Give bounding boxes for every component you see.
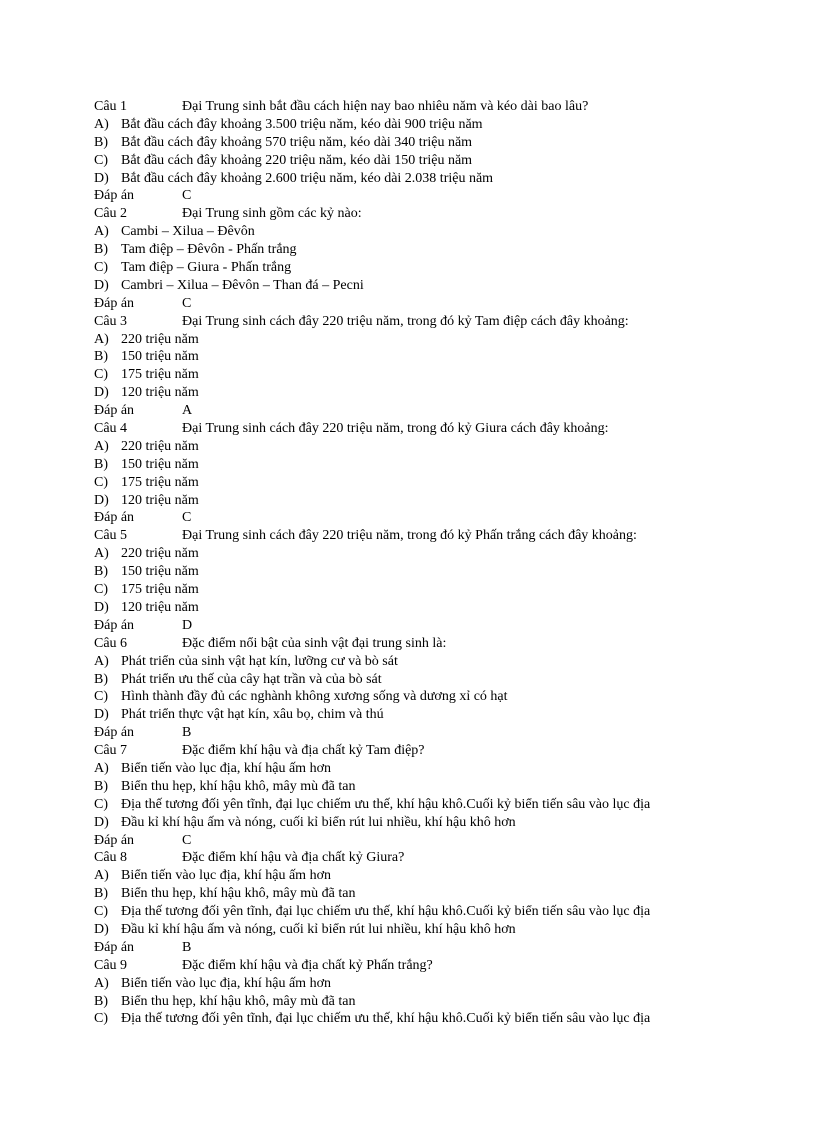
answer-value: B <box>182 939 192 955</box>
answer-label: Đáp án <box>94 295 135 311</box>
answer-line <box>94 617 794 635</box>
option-text: 220 triệu năm <box>121 546 199 562</box>
option-line <box>94 778 794 796</box>
option-letter: A) <box>94 331 109 347</box>
option-letter: A) <box>94 760 109 776</box>
question-text: Đại Trung sinh cách đây 220 triệu năm, trong đó kỷ Phấn trắng cách đây khoảng: <box>182 528 637 544</box>
option-letter: D) <box>94 492 109 508</box>
option-line <box>94 975 794 993</box>
question-number: Câu 6 <box>94 635 128 651</box>
option-line <box>94 653 794 671</box>
question-text: Đặc điểm nổi bật của sinh vật đại trung sinh là: <box>182 635 447 651</box>
option-text: 120 triệu năm <box>121 599 199 615</box>
answer-label: Đáp án <box>94 725 135 741</box>
question-number: Câu 4 <box>94 421 128 437</box>
question-text: Đặc điểm khí hậu và địa chất kỷ Tam điệp? <box>182 743 425 759</box>
question-block <box>94 957 794 1029</box>
option-letter: A) <box>94 546 109 562</box>
answer-value: C <box>182 832 192 848</box>
option-letter: C) <box>94 260 108 276</box>
option-line <box>94 241 794 259</box>
question-number: Câu 1 <box>94 99 128 114</box>
option-line <box>94 545 794 563</box>
option-letter: A) <box>94 653 109 669</box>
answer-line <box>94 939 794 957</box>
option-line <box>94 563 794 581</box>
option-text: Bắt đầu cách đây khoảng 2.600 triệu năm, kéo dài 2.038 triệu năm <box>121 170 494 186</box>
option-line <box>94 671 794 689</box>
question-number: Câu 5 <box>94 528 128 544</box>
option-text: 150 triệu năm <box>121 564 199 580</box>
option-text: Phát triển ưu thế của cây hạt trần và của bò sát <box>121 671 382 687</box>
answer-label: Đáp án <box>94 617 135 633</box>
option-letter: A) <box>94 975 109 991</box>
option-letter: A) <box>94 116 109 132</box>
question-line <box>94 849 794 867</box>
question-block <box>94 205 794 312</box>
option-text: Hình thành đầy đủ các nghành không xương sống và dương xỉ có hạt <box>121 689 508 705</box>
question-text: Đại Trung sinh cách đây 220 triệu năm, trong đó kỷ Tam điệp cách đây khoảng: <box>182 313 629 329</box>
option-text: Địa thế tương đối yên tĩnh, đại lục chiếm ưu thế, khí hậu khô.Cuối kỷ biển tiến sâu vào lục địa <box>121 904 651 920</box>
option-line <box>94 134 794 152</box>
option-letter: B) <box>94 564 108 580</box>
option-text: 220 triệu năm <box>121 331 199 347</box>
option-text: Tam điệp – Giura - Phấn trắng <box>121 260 292 276</box>
question-text: Đại Trung sinh cách đây 220 triệu năm, trong đó kỷ Giura cách đây khoảng: <box>182 421 609 437</box>
option-text: Tam điệp – Đêvôn - Phấn trắng <box>121 242 297 258</box>
option-letter: C) <box>94 1011 108 1027</box>
option-letter: D) <box>94 599 109 615</box>
option-text: 150 triệu năm <box>121 456 199 472</box>
option-letter: D) <box>94 814 109 830</box>
answer-line <box>94 295 794 313</box>
option-letter: B) <box>94 671 108 687</box>
answer-line <box>94 724 794 742</box>
question-block <box>94 635 794 742</box>
question-block <box>94 849 794 956</box>
option-text: Biển thu hẹp, khí hậu khô, mây mù đã tan <box>121 778 356 794</box>
option-text: Biển tiến vào lục địa, khí hậu ấm hơn <box>121 868 331 884</box>
answer-label: Đáp án <box>94 832 135 848</box>
question-block <box>94 420 794 527</box>
question-line <box>94 420 794 438</box>
question-line <box>94 527 794 545</box>
question-text: Đặc điểm khí hậu và địa chất kỷ Phấn trắng? <box>182 957 433 973</box>
question-text: Đại Trung sinh gồm các kỷ nào: <box>182 206 362 222</box>
question-block <box>94 527 794 634</box>
question-text: Đại Trung sinh bắt đầu cách hiện nay bao nhiêu năm và kéo dài bao lâu? <box>182 99 589 114</box>
option-line <box>94 116 794 134</box>
answer-line <box>94 402 794 420</box>
option-line <box>94 993 794 1011</box>
option-text: 120 triệu năm <box>121 385 199 401</box>
option-line <box>94 152 794 170</box>
option-letter: A) <box>94 868 109 884</box>
option-text: Bắt đầu cách đây khoảng 570 triệu năm, kéo dài 340 triệu năm <box>121 134 473 150</box>
quiz-document <box>94 98 794 1028</box>
option-letter: C) <box>94 689 108 705</box>
answer-label: Đáp án <box>94 510 135 526</box>
question-block <box>94 742 794 849</box>
option-letter: A) <box>94 224 109 240</box>
option-letter: C) <box>94 474 108 490</box>
option-letter: B) <box>94 886 108 902</box>
answer-line <box>94 187 794 205</box>
option-line <box>94 474 794 492</box>
option-text: Bắt đầu cách đây khoảng 220 triệu năm, kéo dài 150 triệu năm <box>121 152 473 168</box>
question-number: Câu 9 <box>94 957 128 973</box>
option-line <box>94 599 794 617</box>
answer-value: D <box>182 617 193 633</box>
question-line <box>94 742 794 760</box>
option-line <box>94 867 794 885</box>
option-letter: C) <box>94 152 108 168</box>
option-text: 175 triệu năm <box>121 474 199 490</box>
option-letter: C) <box>94 904 108 920</box>
option-text: Đầu kỉ khí hậu ấm và nóng, cuối kỉ biển rút lui nhiều, khí hậu khô hơn <box>121 814 516 830</box>
option-letter: D) <box>94 277 109 293</box>
option-line <box>94 814 794 832</box>
option-letter: B) <box>94 242 108 258</box>
option-text: Biển tiến vào lục địa, khí hậu ấm hơn <box>121 975 331 991</box>
option-line <box>94 706 794 724</box>
question-number: Câu 3 <box>94 313 128 329</box>
option-letter: A) <box>94 438 109 454</box>
option-text: Cambri – Xilua – Đêvôn – Than đá – Pecni <box>121 277 364 293</box>
question-line <box>94 205 794 223</box>
option-letter: B) <box>94 134 108 150</box>
option-letter: C) <box>94 367 108 383</box>
option-line <box>94 277 794 295</box>
option-text: Địa thế tương đối yên tĩnh, đại lục chiếm ưu thế, khí hậu khô.Cuối kỷ biển tiến sâu vào lục địa <box>121 796 651 812</box>
option-letter: B) <box>94 456 108 472</box>
question-number: Câu 2 <box>94 206 128 222</box>
question-number: Câu 7 <box>94 743 128 759</box>
option-line <box>94 259 794 277</box>
option-line <box>94 348 794 366</box>
option-letter: D) <box>94 921 109 937</box>
answer-label: Đáp án <box>94 939 135 955</box>
option-letter: C) <box>94 796 108 812</box>
option-text: Địa thế tương đối yên tĩnh, đại lục chiếm ưu thế, khí hậu khô.Cuối kỷ biển tiến sâu vào lục địa <box>121 1011 651 1027</box>
option-text: Phát triển của sinh vật hạt kín, lưỡng cư và bò sát <box>121 653 398 669</box>
option-letter: B) <box>94 993 108 1009</box>
option-line <box>94 688 794 706</box>
question-block <box>94 98 794 205</box>
question-line <box>94 98 794 116</box>
answer-value: B <box>182 725 192 741</box>
question-block <box>94 313 794 420</box>
answer-line <box>94 509 794 527</box>
option-text: Biển thu hẹp, khí hậu khô, mây mù đã tan <box>121 993 356 1009</box>
option-line <box>94 796 794 814</box>
question-number: Câu 8 <box>94 850 128 866</box>
option-letter: D) <box>94 707 109 723</box>
answer-value: C <box>182 295 192 311</box>
option-line <box>94 1010 794 1028</box>
option-text: 150 triệu năm <box>121 349 199 365</box>
option-letter: C) <box>94 582 108 598</box>
option-line <box>94 366 794 384</box>
option-letter: D) <box>94 385 109 401</box>
option-line <box>94 885 794 903</box>
question-text: Đặc điểm khí hậu và địa chất kỷ Giura? <box>182 850 405 866</box>
answer-value: A <box>182 403 193 419</box>
answer-line <box>94 832 794 850</box>
answer-value: C <box>182 188 192 204</box>
question-line <box>94 957 794 975</box>
option-text: 120 triệu năm <box>121 492 199 508</box>
option-line <box>94 384 794 402</box>
answer-label: Đáp án <box>94 403 135 419</box>
option-line <box>94 223 794 241</box>
option-line <box>94 492 794 510</box>
option-text: Biển tiến vào lục địa, khí hậu ấm hơn <box>121 760 331 776</box>
option-letter: B) <box>94 349 108 365</box>
option-line <box>94 581 794 599</box>
question-line <box>94 635 794 653</box>
option-letter: B) <box>94 778 108 794</box>
option-line <box>94 760 794 778</box>
option-line <box>94 921 794 939</box>
option-line <box>94 170 794 188</box>
option-text: Bắt đầu cách đây khoảng 3.500 triệu năm, kéo dài 900 triệu năm <box>121 116 483 132</box>
option-text: Biển thu hẹp, khí hậu khô, mây mù đã tan <box>121 886 356 902</box>
option-line <box>94 438 794 456</box>
question-line <box>94 313 794 331</box>
option-text: Cambi – Xilua – Đêvôn <box>121 224 255 240</box>
option-line <box>94 903 794 921</box>
option-text: Phát triển thực vật hạt kín, xâu bọ, chim và thú <box>121 707 384 723</box>
answer-label: Đáp án <box>94 188 135 204</box>
option-text: Đầu kỉ khí hậu ấm và nóng, cuối kỉ biển rút lui nhiều, khí hậu khô hơn <box>121 921 516 937</box>
option-line <box>94 456 794 474</box>
option-letter: D) <box>94 170 109 186</box>
option-line <box>94 331 794 349</box>
option-text: 175 triệu năm <box>121 367 199 383</box>
answer-value: C <box>182 510 192 526</box>
option-text: 175 triệu năm <box>121 582 199 598</box>
option-text: 220 triệu năm <box>121 438 199 454</box>
